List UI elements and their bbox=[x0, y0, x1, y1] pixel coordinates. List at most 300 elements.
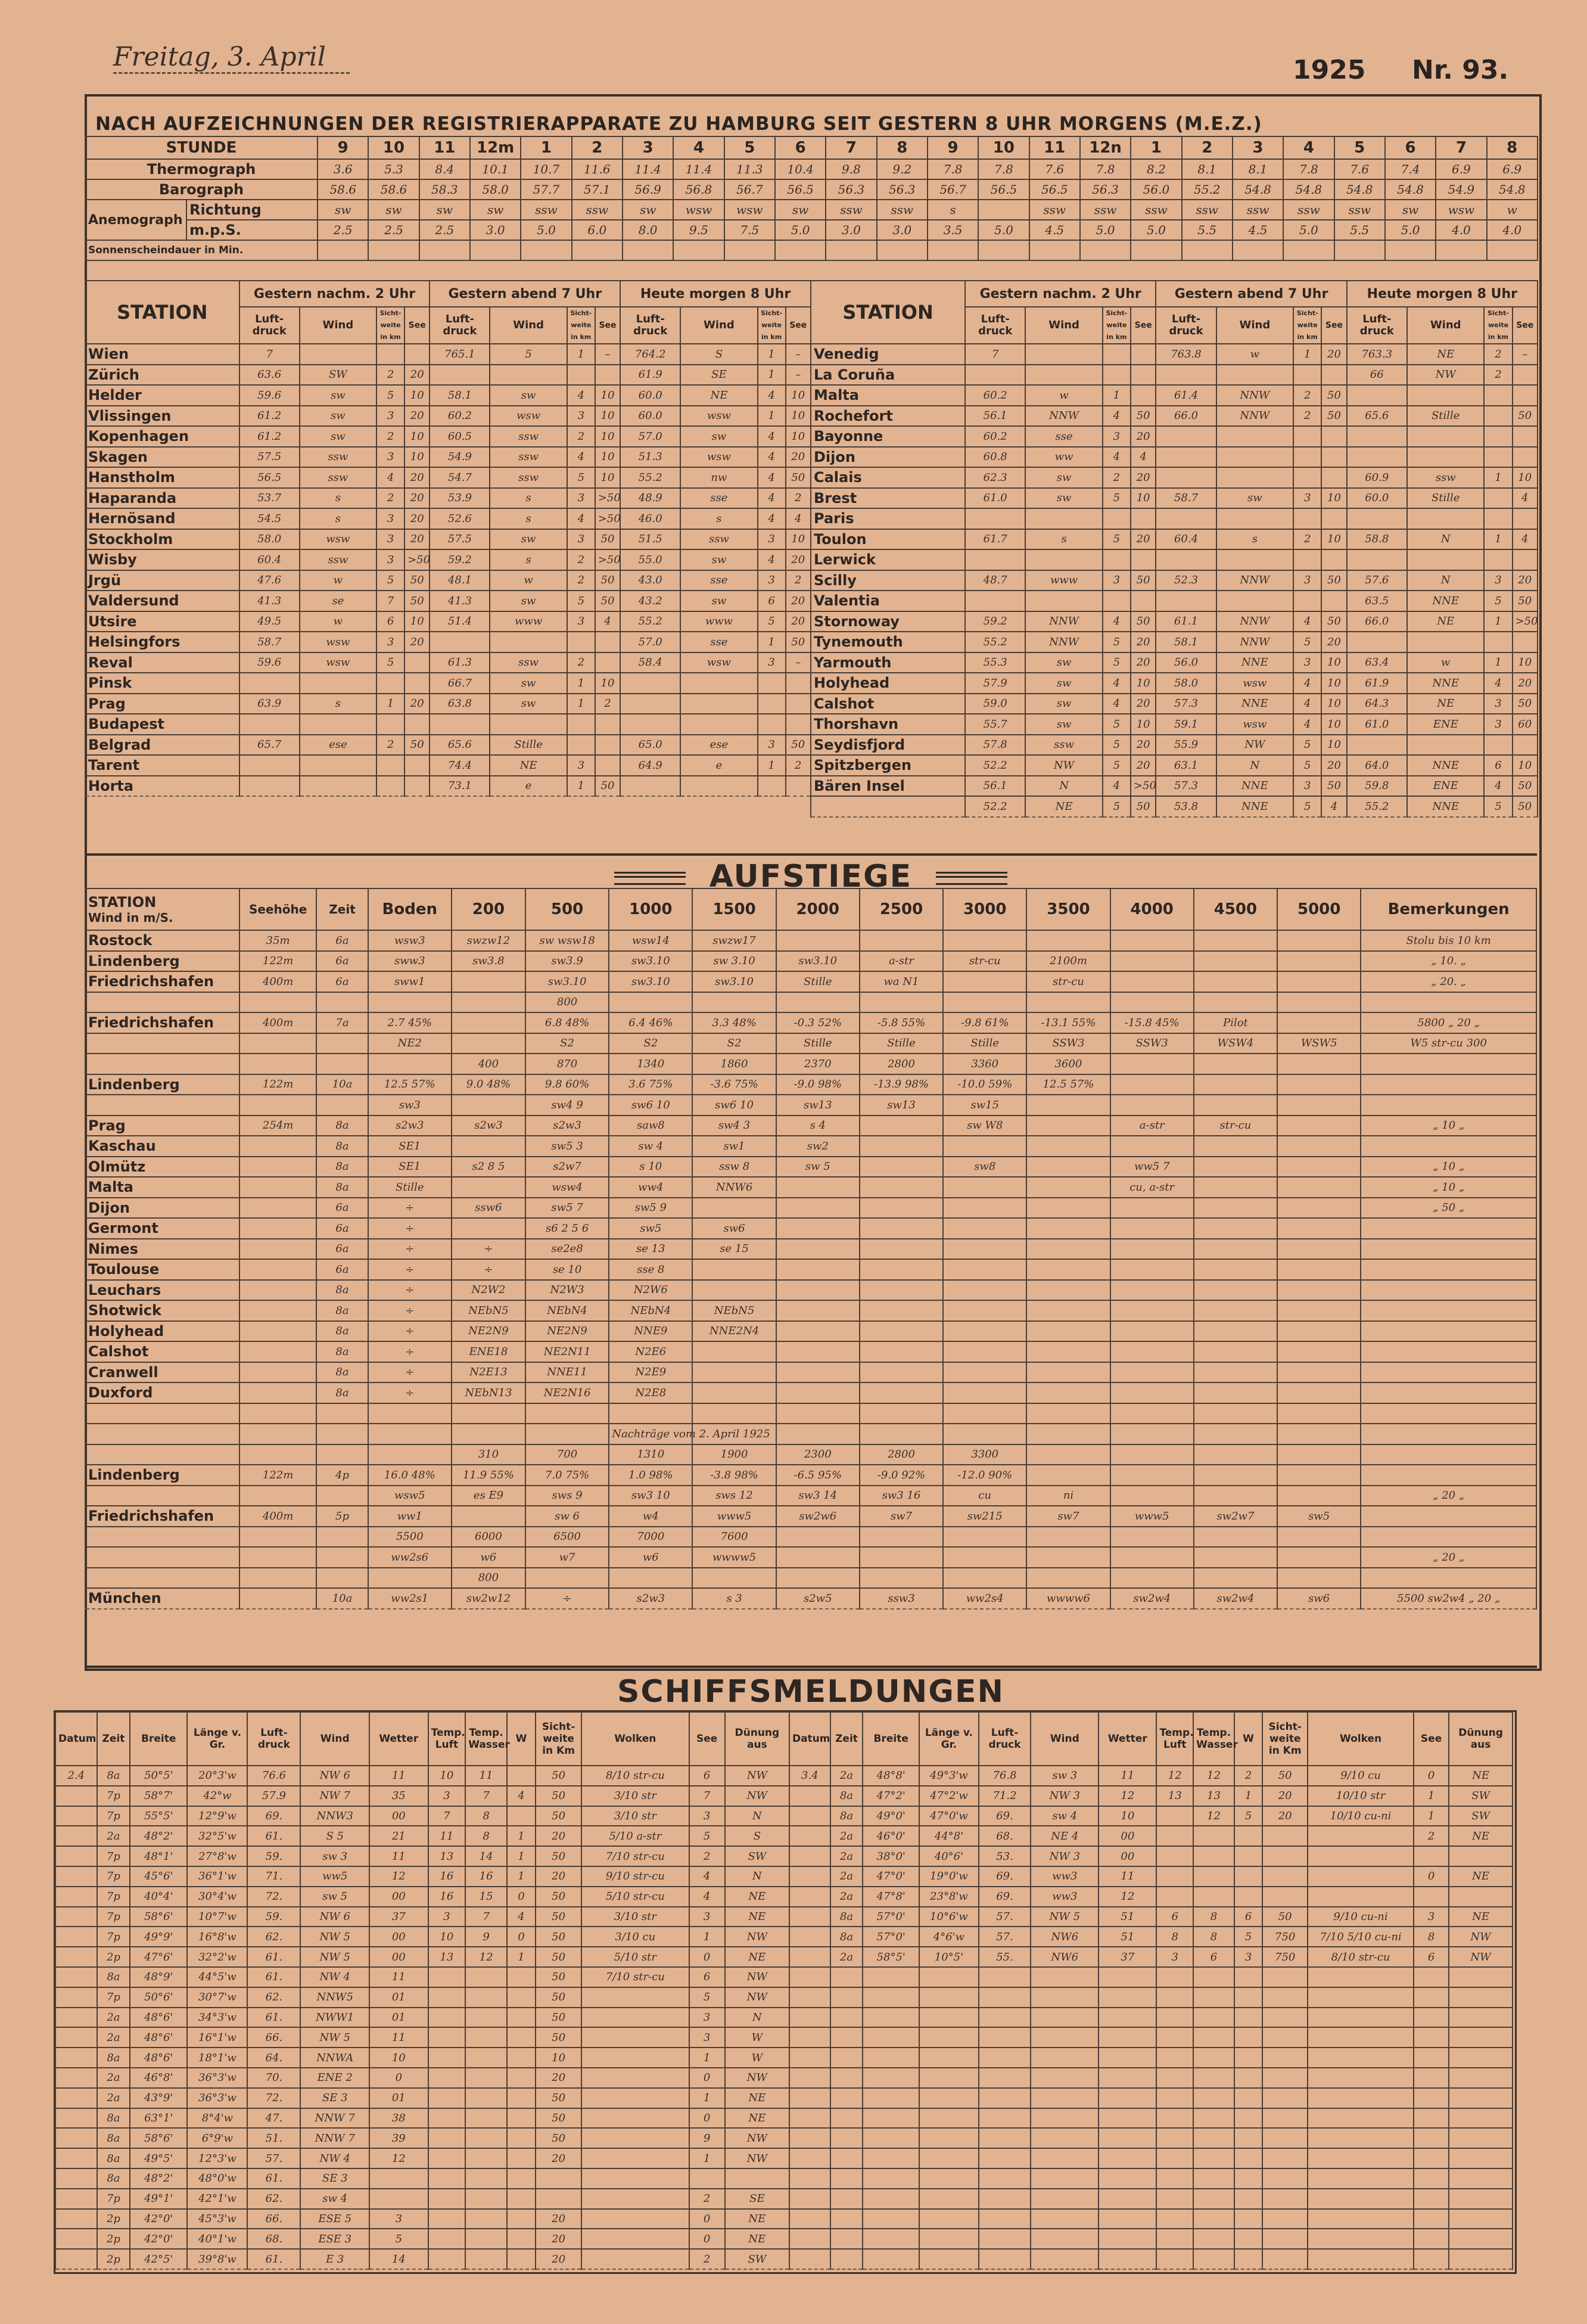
aufstiege-value: 3360 bbox=[943, 1054, 1026, 1074]
aufstiege-value: ÷ bbox=[368, 1300, 452, 1321]
aufstiege-row bbox=[85, 1588, 1536, 1609]
schiff-empty bbox=[1193, 2008, 1234, 2028]
hour-value: 5.0 bbox=[521, 220, 571, 240]
aufstiege-value bbox=[1277, 1465, 1361, 1486]
station-value: 56.1 bbox=[965, 406, 1025, 427]
station-value bbox=[376, 755, 404, 776]
schiff-value: 5 bbox=[1234, 1806, 1262, 1826]
aufstiege-value: sw3 10 bbox=[609, 1486, 692, 1506]
hour-value: 5.0 bbox=[1131, 220, 1181, 240]
aufstiege-height bbox=[239, 1198, 316, 1219]
station-name: La Coruña bbox=[811, 365, 965, 386]
aufstiege-value bbox=[1194, 1054, 1277, 1074]
aufstiege-height bbox=[239, 1382, 316, 1403]
aufstiege-time: 6a bbox=[316, 1218, 368, 1239]
station-value: 50 bbox=[595, 591, 620, 611]
station-name: Dijon bbox=[811, 447, 965, 468]
aufstiege-value bbox=[1026, 992, 1110, 1013]
hour-value: w bbox=[1487, 200, 1538, 220]
aufstiege-value bbox=[692, 1403, 776, 1424]
station-value bbox=[1103, 344, 1131, 365]
schiff-value bbox=[55, 2128, 97, 2148]
schiff-empty bbox=[979, 2249, 1031, 2269]
aufstiege-value: sw3.10 bbox=[609, 971, 692, 992]
station-name: Toulon bbox=[811, 529, 965, 550]
station-value: 50 bbox=[1513, 406, 1538, 427]
schiff-value: 38 bbox=[369, 2108, 428, 2129]
aufstiege-row bbox=[85, 1157, 1536, 1177]
schiff-empty bbox=[1156, 2168, 1193, 2189]
station-value: 10 bbox=[1321, 673, 1346, 694]
aufstiege-value bbox=[1110, 971, 1194, 992]
schiff-value: 58°6' bbox=[130, 2128, 187, 2148]
aufstiege-value bbox=[1277, 1054, 1361, 1074]
aufstiege-height bbox=[239, 1362, 316, 1383]
schiff-value: NW bbox=[725, 1967, 789, 1987]
aufstiege-col-header: Seehöhe bbox=[239, 888, 316, 930]
schiff-empty bbox=[1308, 2008, 1414, 2028]
schiff-value bbox=[507, 2048, 536, 2068]
schiff-empty bbox=[1262, 2249, 1308, 2269]
hour-value: 3.0 bbox=[470, 220, 521, 240]
schiff-row bbox=[789, 1907, 1513, 1927]
schiff-value bbox=[369, 2189, 428, 2209]
station-value: 4 bbox=[1293, 673, 1321, 694]
schiff-col-header: Wind bbox=[1031, 1712, 1099, 1766]
station-value: 20 bbox=[1321, 632, 1346, 653]
aufstiege-value bbox=[1361, 1136, 1536, 1157]
schiff-value: 6 bbox=[1193, 1947, 1234, 1967]
aufstiege-value bbox=[860, 1198, 943, 1219]
station-value: 65.0 bbox=[620, 735, 680, 756]
aufstiege-value: ÷ bbox=[368, 1280, 452, 1301]
aufstiege-value bbox=[1277, 1280, 1361, 1301]
station-value bbox=[1347, 385, 1407, 406]
station-value bbox=[1293, 365, 1321, 386]
station-value: 55.0 bbox=[620, 549, 680, 570]
schiff-value bbox=[428, 2048, 466, 2068]
schiff-empty bbox=[1156, 2008, 1193, 2028]
aufstiege-station-label: STATION bbox=[88, 894, 157, 911]
aufstiege-value: w7 bbox=[525, 1547, 609, 1568]
station-value: 3 bbox=[376, 529, 404, 550]
schiff-empty bbox=[1308, 2048, 1414, 2068]
schiff-empty bbox=[863, 2068, 919, 2088]
station-value: 4 bbox=[1484, 673, 1512, 694]
aufstiege-value: sw4 9 bbox=[525, 1095, 609, 1116]
aufstiege-height bbox=[239, 1300, 316, 1321]
aufstiege-value bbox=[452, 1424, 525, 1444]
aufstiege-value bbox=[1026, 1177, 1110, 1198]
hour-value: 7.8 bbox=[1283, 159, 1334, 179]
station-value: 3 bbox=[1293, 776, 1321, 797]
aufstiege-value bbox=[1026, 1382, 1110, 1403]
schiff-empty bbox=[1031, 1967, 1099, 1987]
schiff-value: 8a bbox=[97, 2048, 130, 2068]
schiff-value: 1 bbox=[1234, 1786, 1262, 1806]
schiff-empty bbox=[1031, 2249, 1099, 2269]
schiff-value: 39 bbox=[369, 2128, 428, 2148]
schiff-value: 49°3'w bbox=[919, 1766, 979, 1786]
schiff-value: 76.6 bbox=[247, 1766, 300, 1786]
station-value: 61.3 bbox=[430, 653, 490, 673]
aufstiege-value: sw7 bbox=[860, 1506, 943, 1527]
aufstiege-value: N2E8 bbox=[609, 1382, 692, 1403]
schiff-value: 2a bbox=[830, 1826, 863, 1846]
hour-cell: 5 bbox=[1334, 136, 1385, 159]
schiff-value: 10°7'w bbox=[187, 1907, 247, 1927]
schiff-empty bbox=[1193, 2068, 1234, 2088]
schiff-value bbox=[689, 2168, 725, 2189]
schiff-value bbox=[507, 2108, 536, 2129]
station-value: 56.0 bbox=[1156, 653, 1216, 673]
aufstiege-row bbox=[85, 1465, 1536, 1486]
station-value: ssw bbox=[300, 447, 376, 468]
aufstiege-value: NE2N16 bbox=[525, 1382, 609, 1403]
schiff-value bbox=[581, 2108, 689, 2129]
station-value bbox=[1156, 591, 1216, 611]
aufstiege-value bbox=[1361, 1095, 1536, 1116]
hour-value: 2.5 bbox=[318, 220, 368, 240]
station-value: sw bbox=[490, 673, 567, 694]
aufstiege-value bbox=[1026, 1239, 1110, 1260]
station-value: 10 bbox=[786, 529, 811, 550]
station-value: 58.7 bbox=[1156, 488, 1216, 509]
schiff-row bbox=[789, 1806, 1513, 1826]
aufstiege-value: NNE9 bbox=[609, 1321, 692, 1342]
station-value bbox=[239, 776, 300, 797]
aufstiege-station: Holyhead bbox=[85, 1321, 239, 1342]
station-value bbox=[1347, 447, 1407, 468]
station-value: 50 bbox=[595, 529, 620, 550]
aufstiege-value bbox=[1110, 1095, 1194, 1116]
station-name: Wisby bbox=[85, 549, 239, 570]
station-value: 57.9 bbox=[965, 673, 1025, 694]
hour-value: 56.8 bbox=[673, 179, 724, 200]
schiff-value: 10 bbox=[428, 1927, 466, 1947]
aufstiege-value: SSW3 bbox=[1026, 1033, 1110, 1054]
aufstiege-value: www5 bbox=[692, 1506, 776, 1527]
schiff-value: 42°1'w bbox=[187, 2189, 247, 2209]
schiff-value: NNW 7 bbox=[300, 2108, 369, 2129]
hour-cell: 4 bbox=[673, 136, 724, 159]
station-value: ssw bbox=[490, 426, 567, 447]
station-value: s bbox=[1216, 529, 1294, 550]
schiff-value: 57. bbox=[979, 1927, 1031, 1947]
station-row bbox=[85, 365, 811, 386]
hour-value: ssw bbox=[521, 200, 571, 220]
schiff-empty bbox=[1234, 2148, 1262, 2168]
aufstiege-value bbox=[1194, 1177, 1277, 1198]
station-value: sw bbox=[1025, 467, 1103, 488]
schiff-value: 71.2 bbox=[979, 1786, 1031, 1806]
aufstiege-value bbox=[860, 1136, 943, 1157]
station-value: 63.6 bbox=[239, 365, 300, 386]
aufstiege-value bbox=[860, 1157, 943, 1177]
hour-value: 9.5 bbox=[673, 220, 724, 240]
schiff-value: E 3 bbox=[300, 2249, 369, 2269]
schiff-value: 48°6' bbox=[130, 2048, 187, 2068]
station-value: 59.1 bbox=[1156, 714, 1216, 735]
hour-value: 54.8 bbox=[1233, 179, 1283, 200]
schiff-value bbox=[1234, 1826, 1262, 1846]
hour-value: 4.0 bbox=[1436, 220, 1486, 240]
station-name: Prag bbox=[85, 694, 239, 714]
station-value: 2 bbox=[1103, 467, 1131, 488]
station-value: sw bbox=[1216, 488, 1294, 509]
station-value: sw bbox=[300, 385, 376, 406]
station-value: 10 bbox=[595, 673, 620, 694]
registrier-title: NACH AUFZEICHNUNGEN DER REGISTRIERAPPARATE ZU HAMBURG SEIT GESTERN 8 UHR MORGENS (M.E.Z.) bbox=[95, 113, 1262, 135]
schiff-value bbox=[1308, 1826, 1414, 1846]
station-row bbox=[811, 467, 1538, 488]
station-value: NE bbox=[1025, 796, 1103, 817]
aufstiege-value bbox=[860, 1177, 943, 1198]
schiff-empty bbox=[1234, 2008, 1262, 2028]
aufstiege-value: sww3 bbox=[368, 951, 452, 972]
station-row bbox=[811, 508, 1538, 529]
aufstiege-value: ww2s4 bbox=[943, 1588, 1026, 1609]
station-value: NNE bbox=[1407, 796, 1485, 817]
hour-value: wsw bbox=[673, 200, 724, 220]
schiff-value bbox=[55, 2249, 97, 2269]
aufstiege-value: 870 bbox=[525, 1054, 609, 1074]
schiff-empty bbox=[830, 2108, 863, 2129]
aufstiege-value bbox=[1110, 1362, 1194, 1383]
station-value: 66.0 bbox=[1347, 611, 1407, 632]
hour-value: 57.1 bbox=[572, 179, 623, 200]
station-value: 1 bbox=[567, 776, 595, 797]
sub-header: See bbox=[1131, 307, 1156, 344]
station-group-header bbox=[85, 281, 811, 307]
station-value: 20 bbox=[404, 467, 430, 488]
aufstiege-value bbox=[943, 1218, 1026, 1239]
aufstiege-value: 7000 bbox=[609, 1527, 692, 1548]
schiff-value: 21 bbox=[369, 1826, 428, 1846]
aufstiege-value: 3600 bbox=[1026, 1054, 1110, 1074]
station-name: Spitzbergen bbox=[811, 755, 965, 776]
station-value: 20 bbox=[1131, 735, 1156, 756]
aufstiege-value: sw2w4 bbox=[1194, 1588, 1277, 1609]
station-name: Pinsk bbox=[85, 673, 239, 694]
station-value bbox=[1484, 488, 1512, 509]
station-value: 50 bbox=[404, 735, 430, 756]
aufstiege-value: 800 bbox=[452, 1568, 525, 1589]
schiff-empty bbox=[979, 2008, 1031, 2028]
aufstiege-time: 6a bbox=[316, 971, 368, 992]
station-value bbox=[758, 673, 786, 694]
station-value: 4 bbox=[1293, 714, 1321, 735]
station-label: STATION bbox=[85, 281, 239, 344]
station-value bbox=[1407, 632, 1485, 653]
schiff-value: 7 bbox=[428, 1806, 466, 1826]
aufstiege-value: NE2N11 bbox=[525, 1341, 609, 1362]
station-name: Tarent bbox=[85, 755, 239, 776]
schiff-value: 50 bbox=[536, 1766, 581, 1786]
station-value: 51.4 bbox=[430, 611, 490, 632]
station-value: 3 bbox=[376, 447, 404, 468]
sub-header: See bbox=[1513, 307, 1538, 344]
aufstiege-value: ÷ bbox=[368, 1259, 452, 1280]
hour-value: 8.1 bbox=[1182, 159, 1233, 179]
aufstiege-value: sw 3.10 bbox=[692, 951, 776, 972]
schiff-value: 30°7'w bbox=[187, 1987, 247, 2008]
schiff-value bbox=[581, 2229, 689, 2249]
station-row bbox=[85, 714, 811, 735]
sub-header: Luft-druck bbox=[1347, 307, 1407, 344]
schiff-value: SE bbox=[725, 2189, 789, 2209]
schiff-empty bbox=[1031, 2048, 1099, 2068]
station-value bbox=[1484, 406, 1512, 427]
station-value: 3 bbox=[376, 508, 404, 529]
aufstiege-value: NNW6 bbox=[692, 1177, 776, 1198]
schiff-empty bbox=[919, 2249, 979, 2269]
hour-value: 11.4 bbox=[673, 159, 724, 179]
aufstiege-value bbox=[609, 1568, 692, 1589]
hour-cell: 11 bbox=[419, 136, 470, 159]
schiff-value: 11 bbox=[369, 1846, 428, 1866]
aufstiege-col-header: 2000 bbox=[776, 888, 860, 930]
schiff-value: ESE 3 bbox=[300, 2229, 369, 2249]
schiff-value: 9/10 cu bbox=[1308, 1766, 1414, 1786]
station-value: 1 bbox=[1484, 529, 1512, 550]
station-value bbox=[567, 365, 595, 386]
schiff-empty bbox=[863, 2128, 919, 2148]
aufstiege-value bbox=[1194, 1465, 1277, 1486]
schiff-empty bbox=[830, 2148, 863, 2168]
station-value: NE bbox=[1407, 611, 1485, 632]
schiff-value: 2a bbox=[97, 2008, 130, 2028]
hour-cell: 2 bbox=[1182, 136, 1233, 159]
schiff-col-header: Breite bbox=[130, 1712, 187, 1766]
schiff-value: 12 bbox=[1193, 1806, 1234, 1826]
schiff-empty bbox=[863, 2168, 919, 2189]
schiff-empty bbox=[1234, 1987, 1262, 2008]
station-name: Yarmouth bbox=[811, 653, 965, 673]
schiff-empty bbox=[979, 1987, 1031, 2008]
station-value: 63.8 bbox=[430, 694, 490, 714]
station-value: 4 bbox=[567, 447, 595, 468]
aufstiege-value bbox=[1277, 1177, 1361, 1198]
station-value bbox=[1103, 508, 1131, 529]
aufstiege-value bbox=[1026, 1259, 1110, 1280]
schiff-value: 47°2' bbox=[863, 1786, 919, 1806]
station-value: NE bbox=[1407, 694, 1485, 714]
aufstiege-value: 6500 bbox=[525, 1527, 609, 1548]
hour-value: 4.5 bbox=[1029, 220, 1080, 240]
schiff-value: 49°1' bbox=[130, 2189, 187, 2209]
schiff-value: 3 bbox=[428, 1786, 466, 1806]
station-value: 59.2 bbox=[430, 549, 490, 570]
station-value bbox=[239, 755, 300, 776]
station-value: 3 bbox=[567, 529, 595, 550]
aufstiege-value: s2 8 5 bbox=[452, 1157, 525, 1177]
station-value: sw bbox=[680, 549, 757, 570]
aufstiege-value bbox=[1361, 1362, 1536, 1383]
station-value: NNE bbox=[1216, 776, 1294, 797]
station-value: 3 bbox=[758, 570, 786, 591]
schiff-empty bbox=[979, 2128, 1031, 2148]
aufstiege-value bbox=[860, 1321, 943, 1342]
schiff-value bbox=[507, 1967, 536, 1987]
station-value: 764.2 bbox=[620, 344, 680, 365]
hour-value bbox=[877, 240, 928, 260]
station-value: ese bbox=[680, 735, 757, 756]
aufstiege-value bbox=[1277, 1074, 1361, 1095]
hour-value: 4.0 bbox=[1487, 220, 1538, 240]
schiff-value: 8 bbox=[1193, 1907, 1234, 1927]
hour-value bbox=[978, 200, 1029, 220]
station-value bbox=[1216, 467, 1294, 488]
schiff-value: 16 bbox=[428, 1866, 466, 1887]
aufstiege-value bbox=[860, 1218, 943, 1239]
station-value: 60.9 bbox=[1347, 467, 1407, 488]
station-value bbox=[300, 755, 376, 776]
schiff-empty bbox=[1099, 2209, 1156, 2229]
schiff-empty bbox=[1156, 2027, 1193, 2048]
schiff-empty bbox=[1449, 2128, 1513, 2148]
schiff-empty bbox=[1414, 2128, 1449, 2148]
schiff-empty bbox=[919, 2088, 979, 2108]
aufstiege-time bbox=[316, 1527, 368, 1548]
station-row bbox=[811, 447, 1538, 468]
schiff-empty bbox=[979, 2148, 1031, 2168]
schiff-value: 2a bbox=[830, 1846, 863, 1866]
aufstiege-time: 8a bbox=[316, 1382, 368, 1403]
aufstiege-value bbox=[692, 1259, 776, 1280]
aufstiege-value bbox=[692, 1280, 776, 1301]
schiff-value: 2 bbox=[689, 2249, 725, 2269]
aufstiege-height bbox=[239, 1259, 316, 1280]
schiff-value bbox=[465, 2108, 507, 2129]
schiff-empty bbox=[979, 2048, 1031, 2068]
station-value: 10 bbox=[1513, 467, 1538, 488]
schiff-row bbox=[55, 1786, 789, 1806]
aufstiege-value bbox=[776, 1300, 860, 1321]
station-value: sw bbox=[680, 426, 757, 447]
station-value: 3 bbox=[567, 406, 595, 427]
schiff-empty bbox=[1193, 2229, 1234, 2249]
hour-value: ssw bbox=[877, 200, 928, 220]
aufstiege-value bbox=[1277, 1095, 1361, 1116]
schiff-empty bbox=[1031, 2148, 1099, 2168]
schiff-value: 63°1' bbox=[130, 2108, 187, 2129]
aufstiege-height bbox=[239, 1424, 316, 1444]
station-value: 59.2 bbox=[965, 611, 1025, 632]
hour-value: 56.3 bbox=[1080, 179, 1131, 200]
schiff-value: N bbox=[725, 2008, 789, 2028]
station-value: 63.1 bbox=[1156, 755, 1216, 776]
station-value: 2 bbox=[567, 570, 595, 591]
schiff-value bbox=[465, 1987, 507, 2008]
schiff-value bbox=[789, 1887, 830, 1907]
schiff-value: 9/10 cu-ni bbox=[1308, 1907, 1414, 1927]
station-name: Horta bbox=[85, 776, 239, 797]
schiff-empty bbox=[1031, 2168, 1099, 2189]
station-value: – bbox=[1513, 344, 1538, 365]
aufstiege-value bbox=[1026, 1116, 1110, 1136]
schiff-empty bbox=[1193, 2249, 1234, 2269]
aufstiege-value: sw3.9 bbox=[525, 951, 609, 972]
station-row bbox=[811, 755, 1538, 776]
station-value bbox=[680, 776, 757, 797]
aufstiege-row bbox=[85, 1239, 1536, 1260]
station-value: 5 bbox=[1103, 529, 1131, 550]
station-value bbox=[758, 776, 786, 797]
schiff-empty bbox=[830, 1987, 863, 2008]
station-value: 20 bbox=[404, 632, 430, 653]
schiff-value: 12°9'w bbox=[187, 1806, 247, 1826]
